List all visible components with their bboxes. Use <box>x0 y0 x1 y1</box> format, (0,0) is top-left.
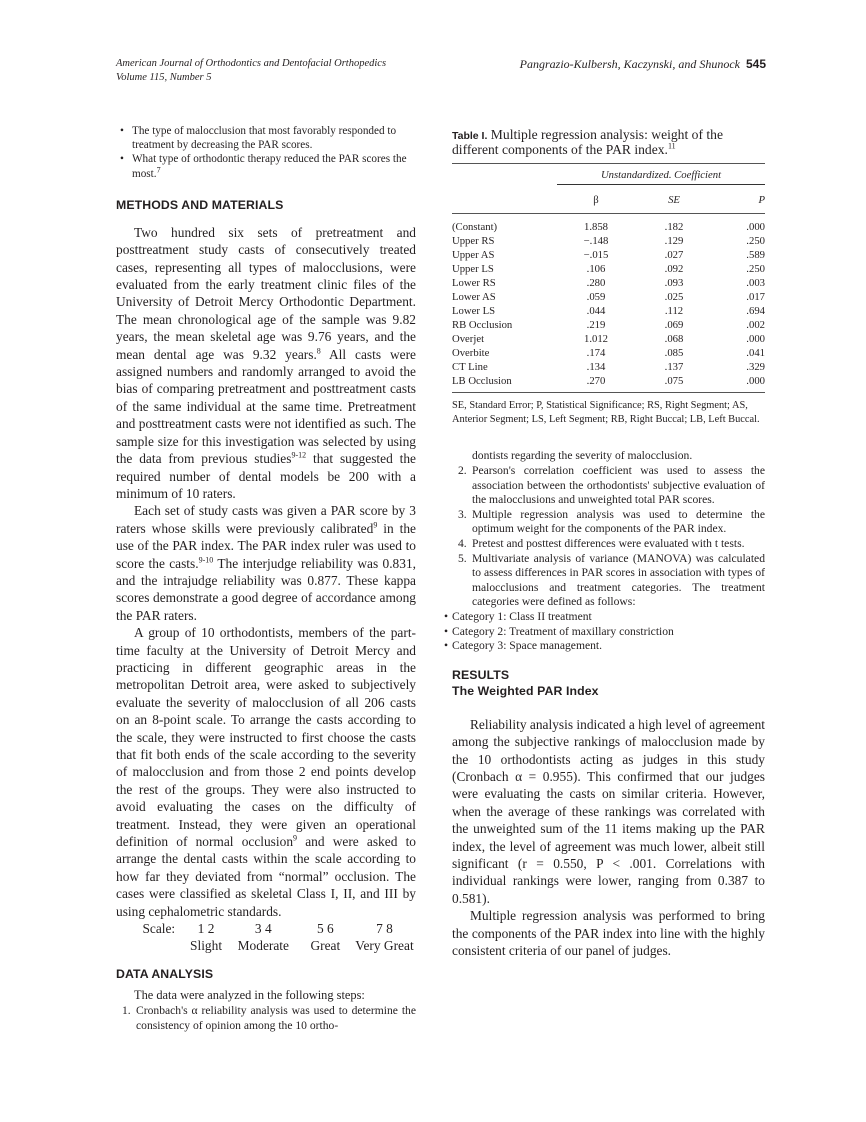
bullet-icon: • <box>120 153 124 166</box>
table-row: Overbite .174 .085 .041 <box>452 347 765 359</box>
table-row: Lower LS .044 .112 .694 <box>452 305 765 317</box>
running-header-left <box>116 57 386 85</box>
author-names: Pangrazio-Kulbersh, Kaczynski, and Shunock <box>519 57 740 71</box>
treatment-categories <box>444 610 765 654</box>
right-column <box>444 127 765 959</box>
analysis-steps <box>116 1004 416 1033</box>
analysis-steps-continued <box>452 449 765 610</box>
bullet-item: • What type of orthodontic therapy reduced the PAR scores the most.$^7$ <box>120 153 407 180</box>
regression-table <box>452 163 765 393</box>
journal-title: American Journal of Orthodontics and Dentofacial Orthopedics <box>116 58 387 69</box>
step-item: 4. Pretest and posttest differences were evaluated with t tests. <box>458 536 745 550</box>
bullet-icon: • <box>120 125 124 137</box>
subsection-heading-weighted-par: The Weighted PAR Index <box>452 683 599 698</box>
scale-label: Scale: <box>142 921 176 937</box>
journal-volume: Volume 115, Number 5 <box>116 72 212 83</box>
step-item: 5. Multivariate analysis of variance (MANOVA) was calculated to assess differences in PAR scores in association with types of malocclusions and treatment categories. The treatment categories were defined as follows: <box>458 551 765 609</box>
step-item: 3. Multiple regression analysis was used to determine the optimum weight for the components of the PAR index. <box>458 507 765 536</box>
section-heading-methods: METHODS AND MATERIALS <box>116 197 284 212</box>
table-row: Overjet 1.012 .068 .000 <box>452 333 765 345</box>
section-heading-results: RESULTS <box>452 667 510 682</box>
table-row: LB Occlusion .270 .075 .000 <box>452 374 765 393</box>
column-header-beta: β <box>593 194 599 206</box>
table-row: CT Line .134 .137 .329 <box>452 361 765 373</box>
table-row: Upper AS −.015 .027 .589 <box>452 249 765 261</box>
table-caption: Table I. Multiple regression analysis: weight of the different components of the PAR index.$^{11}$ <box>452 127 723 157</box>
left-column <box>116 124 416 1033</box>
category-item: • Category 1: Class II treatment <box>444 609 592 623</box>
category-item: • Category 3: Space management. <box>444 639 603 653</box>
bullet-item: • The type of malocclusion that most favorably responded to treatment by decreasing the PAR scores. <box>120 125 397 152</box>
bullet-icon: • <box>444 624 449 638</box>
step-item: 1. Cronbach's α reliability analysis was used to determine the consistency of opinion among the 10 ortho- <box>122 1004 416 1032</box>
paragraph: The data were analyzed in the following steps: <box>134 987 365 1002</box>
table-row: Lower RS .280 .093 .003 <box>452 277 765 289</box>
column-header-se: SE <box>668 194 680 206</box>
paragraph: Each set of study casts was given a PAR score by 3 raters whose skills were previously calibrated$^9$ in the use of the PAR index. The PAR index ruler was used to score the casts.$^{9-10}$ The interjudge reliability was 0.831, and the intrajudge reliability was 0.877. These kappa scores demonstrate a good degree of accordance among the PAR raters. <box>116 503 416 623</box>
paragraph: Multiple regression analysis was performed to bring the components of the PAR index into line with the highly consistent criteria of our panel of judges. <box>452 908 765 958</box>
bullet-icon: • <box>444 609 449 623</box>
table-row: Upper LS .106 .092 .250 <box>452 263 765 275</box>
category-item: • Category 2: Treatment of maxillary constriction <box>444 624 674 638</box>
table-row: RB Occlusion .219 .069 .002 <box>452 319 765 331</box>
page-number: 545 <box>745 57 766 71</box>
step-item: dontists regarding the severity of malocclusion. <box>472 449 693 463</box>
severity-scale: Scale: 1 2 3 4 5 6 7 8 Slight Moderate Great Very Great <box>116 920 416 955</box>
running-header-right <box>520 57 766 71</box>
bullet-icon: • <box>444 639 449 653</box>
paragraph: Two hundred six sets of pretreatment and posttreatment study casts of consecutively treated cases, representing all types of malocclusions, were evaluated from the early treatment clinic files of the University of Detroit Mercy Orthodontic Department. The mean chronological age of the sample was 9.82 years, the mean skeletal age was 9.76 years, and the mean dental age was 9.32 years.$^8$ All casts were assigned numbers and randomly arranged to avoid the bias of comparing pretreatment and posttreatment casts of the same individual at the same time. Pretreatment and posttreatment casts were not identified as such. The sample size for this investigation was selected by using the data from previous studies$^{9-12}$ that suggested the required number of dental models be 200 with a minimum of 10 raters. <box>116 224 416 501</box>
table-row: Upper RS −.148 .129 .250 <box>452 235 765 247</box>
paragraph: A group of 10 orthodontists, members of the part-time faculty at the University of Detroit Mercy and practicing in different geographic areas in the metropolitan Detroit area, were asked to subjectively evaluate the severity of malocclusion of all 206 casts on an 8-point scale. To arrange the casts according to the scale, they were instructed to first choose the casts that fit both ends of the scale according to the severity of malocclusion and from those 2 end points develop the rest of the groups. They were also instructed to avoid evaluating the cases on the difficulty of treatment. Instead, they were given an operational definition of normal occlusion$^9$ and were asked to arrange the dental casts within the scale according to how far they deviated from “normal” occlusion. The cases were classified as skeletal Class I, II, and III by using cephalometric standards. <box>116 625 416 919</box>
step-item: 2. Pearson's correlation coefficient was used to assess the association between the orthodontists' subjective evaluation of the malocclusions and unweighted total PAR scores. <box>458 464 765 507</box>
table-footnote: SE, Standard Error; P, Statistical Significance; RS, Right Segment; AS, Anterior Segment; LS, Left Segment; RB, Right Buccal; LB, Left Buccal. <box>452 400 760 426</box>
table-label: Table I. <box>452 130 488 142</box>
paragraph: Reliability analysis indicated a high level of agreement among the subjective rankings of malocclusion made by the 10 orthodontists acting as judges in this study (Cronbach α = 0.955). This confirmed that our judges were evaluating the casts on similar criteria. However, when the average of these rankings was correlated with the unweighted sum of the 11 items making up the PAR index, the level of agreement was much lower, albeit still significant (r = 0.550, P < .001. Correlations with individual rankings were lower, ranging from 0.387 to 0.581). <box>452 716 765 906</box>
table-row: Lower AS .059 .025 .017 <box>452 291 765 303</box>
table-row: (Constant) 1.858 .182 .000 <box>452 221 765 233</box>
column-header-p: P <box>758 194 765 206</box>
table-group-header: Unstandardized. Coefficient <box>557 164 765 185</box>
section-heading-data-analysis: DATA ANALYSIS <box>116 966 214 981</box>
